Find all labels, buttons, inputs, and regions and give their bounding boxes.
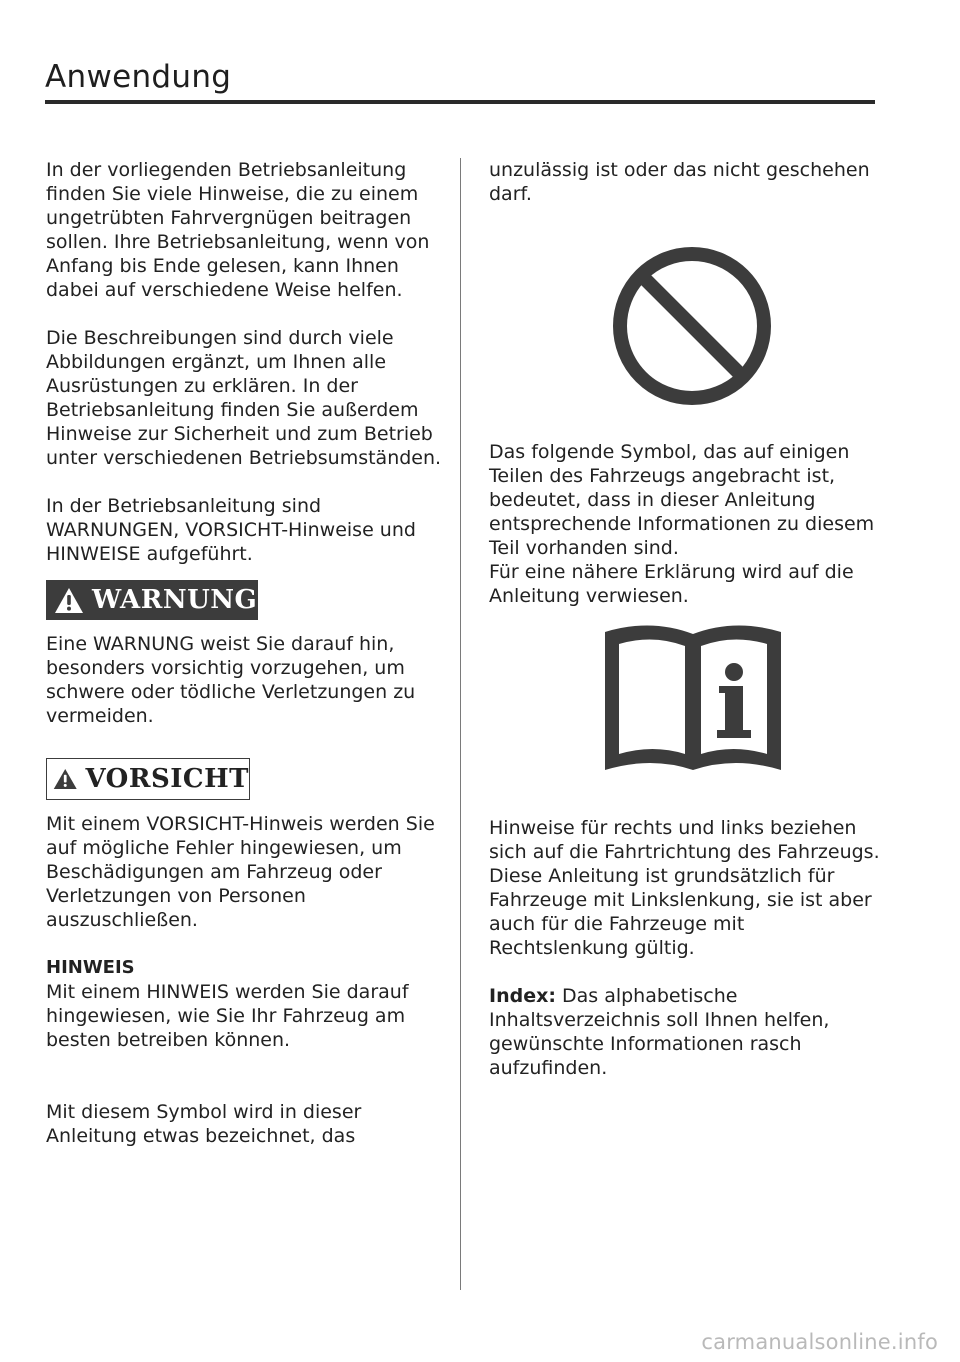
listed-paragraph: In der Betriebsanleitung sind WARNUNGEN, VORSICHT-Hinweise und HINWEISE aufgeführt.: [46, 495, 416, 565]
index-paragraph: [489, 984, 884, 1080]
info-book-icon: [601, 624, 785, 774]
note-title: HINWEIS: [46, 957, 135, 978]
index-label: Index:: [489, 985, 556, 1007]
left-column: [46, 158, 446, 1172]
info-symbol-reference: Für eine nähere Erklärung wird auf die Anleitung verwiesen.: [489, 561, 854, 607]
caution-label-text: VORSICHT: [85, 764, 249, 794]
page-header: [45, 58, 875, 104]
info-symbol-text: Das folgende Symbol, das auf einigen Teilen des Fahrzeugs angebracht ist, bedeutet, dass in dieser Anleitung entsprechende Informationen zu diesem Teil vorhanden sind.: [489, 441, 875, 559]
caution-label: [46, 758, 250, 800]
warning-paragraph: Eine WARNUNG weist Sie darauf hin, besonders vorsichtig vorzugehen, um schwere oder tödliche Verletzungen zu vermeiden.: [46, 633, 416, 727]
warning-triangle-icon: [54, 587, 84, 614]
note-paragraph: Mit einem HINWEIS werden Sie darauf hingewiesen, wie Sie Ihr Fahrzeug am besten betreiben können.: [46, 981, 409, 1051]
page-title: Anwendung: [45, 59, 232, 95]
warning-triangle-icon: [53, 765, 77, 793]
warning-label: [46, 580, 258, 620]
column-divider: [460, 158, 461, 1290]
watermark: carmanualsonline.info: [701, 1330, 938, 1354]
info-book-symbol: [489, 624, 884, 774]
index-text: Das alphabetische Inhaltsverzeichnis soll Ihnen helfen, gewünschte Informationen rasch aufzufinden.: [489, 985, 830, 1079]
prohibition-symbol: [489, 246, 884, 406]
header-rule: [45, 100, 875, 104]
descriptions-paragraph: Die Beschreibungen sind durch viele Abbildungen ergänzt, um Ihnen alle Ausrüstungen zu erklären. In der Betriebsanleitung finden Sie außerdem Hinweise zur Sicherheit und zum Betrieb unter verschiedenen Betriebsumständen.: [46, 327, 442, 469]
symbol-paragraph: Mit diesem Symbol wird in dieser Anleitung etwas bezeichnet, das: [46, 1101, 362, 1147]
prohibition-icon: [612, 246, 772, 406]
direction-paragraph: Hinweise für rechts und links beziehen sich auf die Fahrtrichtung des Fahrzeugs. Diese Anleitung ist grundsätzlich für Fahrzeuge mit Linkslenkung, sie ist aber auch für die Fahrzeuge mit Rechtslenkung gültig.: [489, 817, 880, 959]
symbol-continuation: unzulässig ist oder das nicht geschehen darf.: [489, 159, 870, 205]
caution-paragraph: Mit einem VORSICHT-Hinweis werden Sie auf mögliche Fehler hingewiesen, um Beschädigungen am Fahrzeug oder Verletzungen von Personen auszuschließen.: [46, 813, 435, 931]
warning-label-text: WARNUNG: [92, 585, 258, 615]
intro-paragraph: In der vorliegenden Betriebsanleitung finden Sie viele Hinweise, die zu einem ungetrübten Fahrvergnügen beitragen sollen. Ihre Betriebsanleitung, wenn von Anfang bis Ende gelesen, kann Ihnen dabei auf verschiedene Weise helfen.: [46, 159, 430, 301]
info-symbol-paragraph: [489, 440, 884, 608]
right-column: [489, 158, 884, 1104]
